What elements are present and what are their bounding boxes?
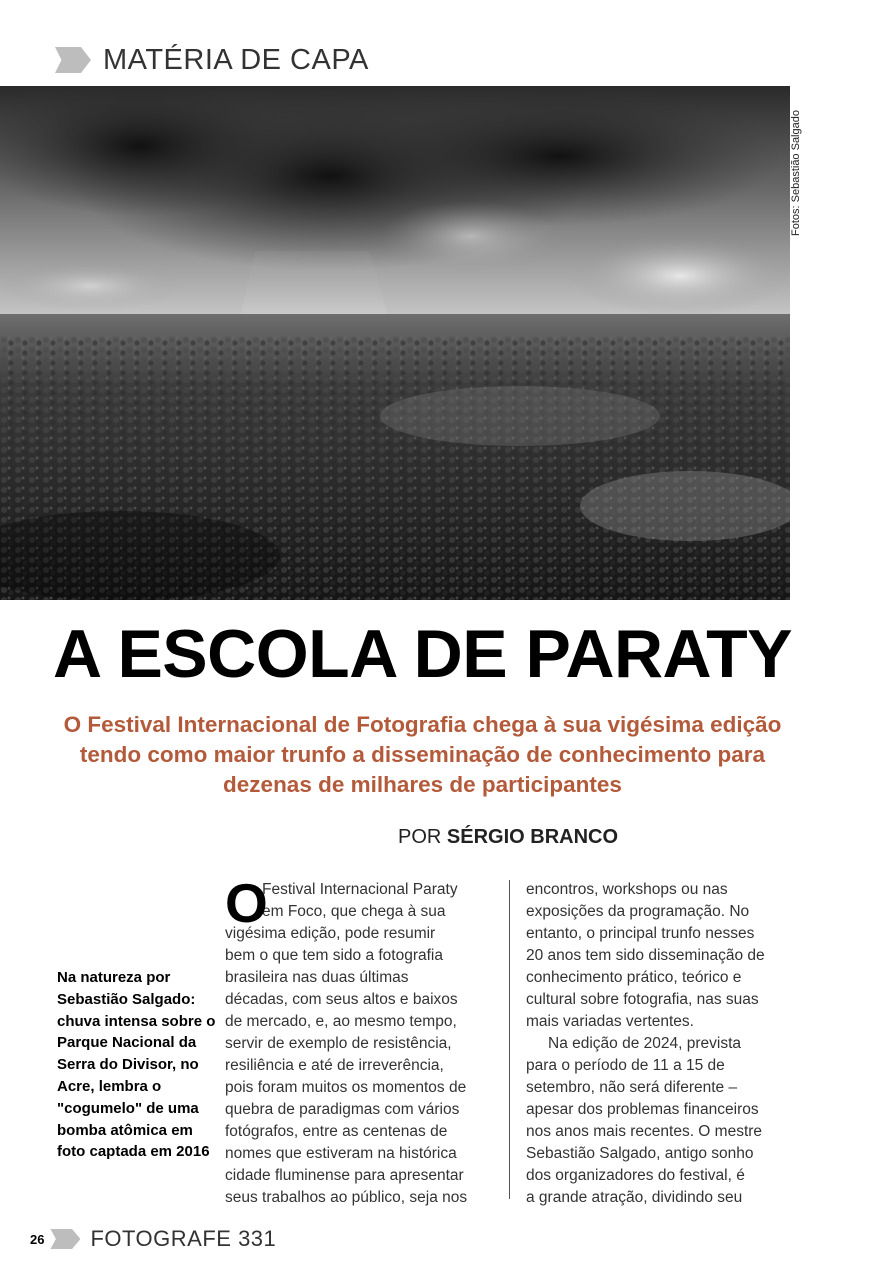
chevron-arrow-icon [55, 47, 91, 73]
text-line: Festival Internacional Paraty [262, 881, 458, 898]
text-line: para o período de 11 a 15 de [526, 1057, 725, 1074]
text-line: encontros, workshops ou nas [526, 881, 728, 898]
text-line: fotógrafos, entre as centenas de [225, 1123, 448, 1140]
hero-photo [0, 86, 790, 600]
section-title: MATÉRIA DE CAPA [103, 43, 369, 76]
text-line: resiliência e até de irreverência, [225, 1057, 444, 1074]
text-line: apesar dos problemas financeiros [526, 1101, 759, 1118]
text-line: bem o que tem sido a fotografia [225, 947, 443, 964]
magazine-name: FOTOGRAFE 331 [90, 1226, 277, 1251]
text-line: em Foco, que chega à sua [262, 903, 446, 920]
text-line: décadas, com seus altos e baixos [225, 991, 458, 1008]
text-line: 20 anos tem sido disseminação de [526, 947, 765, 964]
text-line: mais variadas vertentes. [526, 1013, 694, 1030]
page-footer [30, 1224, 276, 1254]
text-line: nos anos mais recentes. O mestre [526, 1123, 763, 1140]
text-line: cultural sobre fotografia, nas suas [526, 991, 759, 1008]
text-line: setembro, não será diferente – [526, 1079, 738, 1096]
text-line: vigésima edição, pode resumir [225, 925, 436, 942]
text-line: exposições da programação. No [526, 903, 750, 920]
text-line: conhecimento prático, teórico e [526, 969, 742, 986]
section-header [55, 40, 369, 80]
text-line: cidade fluminense para apresentar [225, 1167, 464, 1184]
chevron-arrow-icon [50, 1229, 80, 1249]
text-line: nomes que estiveram na histórica [225, 1145, 457, 1162]
text-line: Na edição de 2024, prevista [548, 1035, 742, 1052]
column-divider [509, 880, 510, 1199]
photo-credit: Fotos: Sebastião Salgado [790, 110, 802, 236]
drop-cap: O [225, 872, 268, 934]
text-line: pois foram muitos os momentos de [225, 1079, 467, 1096]
text-line: de mercado, e, ao mesmo tempo, [225, 1013, 457, 1030]
page-number: 26 [30, 1231, 45, 1247]
byline [398, 826, 618, 849]
text-line: Sebastião Salgado, antigo sonho [526, 1145, 754, 1162]
text-line: a grande atração, dividindo seu [526, 1189, 743, 1206]
text-line: entanto, o principal trunfo nesses [526, 925, 755, 942]
article-column-1 [225, 872, 495, 1209]
article-headline: A ESCOLA DE PARATY [52, 616, 793, 692]
byline-prefix: POR [398, 826, 442, 848]
photo-caption: Na natureza por Sebastião Salgado: chuva intensa sobre o Parque Nacional da Serra do Divisor, no Acre, lembra o "cogumelo" de uma bomba atômica em foto captada em 2016 [57, 969, 216, 1161]
text-line: brasileira nas duas últimas [225, 969, 409, 986]
text-line: dos organizadores do festival, é [526, 1167, 745, 1184]
text-line: seus trabalhos ao público, seja nos [225, 1189, 468, 1206]
author-name: SÉRGIO BRANCO [446, 826, 619, 848]
text-line: servir de exemplo de resistência, [225, 1035, 452, 1052]
text-line: quebra de paradigmas com vários [225, 1101, 460, 1118]
article-subheadline: O Festival Internacional de Fotografia chega à sua vigésima edição tendo como maior trunfo a disseminação de conhecimento para dezenas de milhares de participantes [63, 712, 782, 797]
article-column-2 [526, 879, 791, 1209]
